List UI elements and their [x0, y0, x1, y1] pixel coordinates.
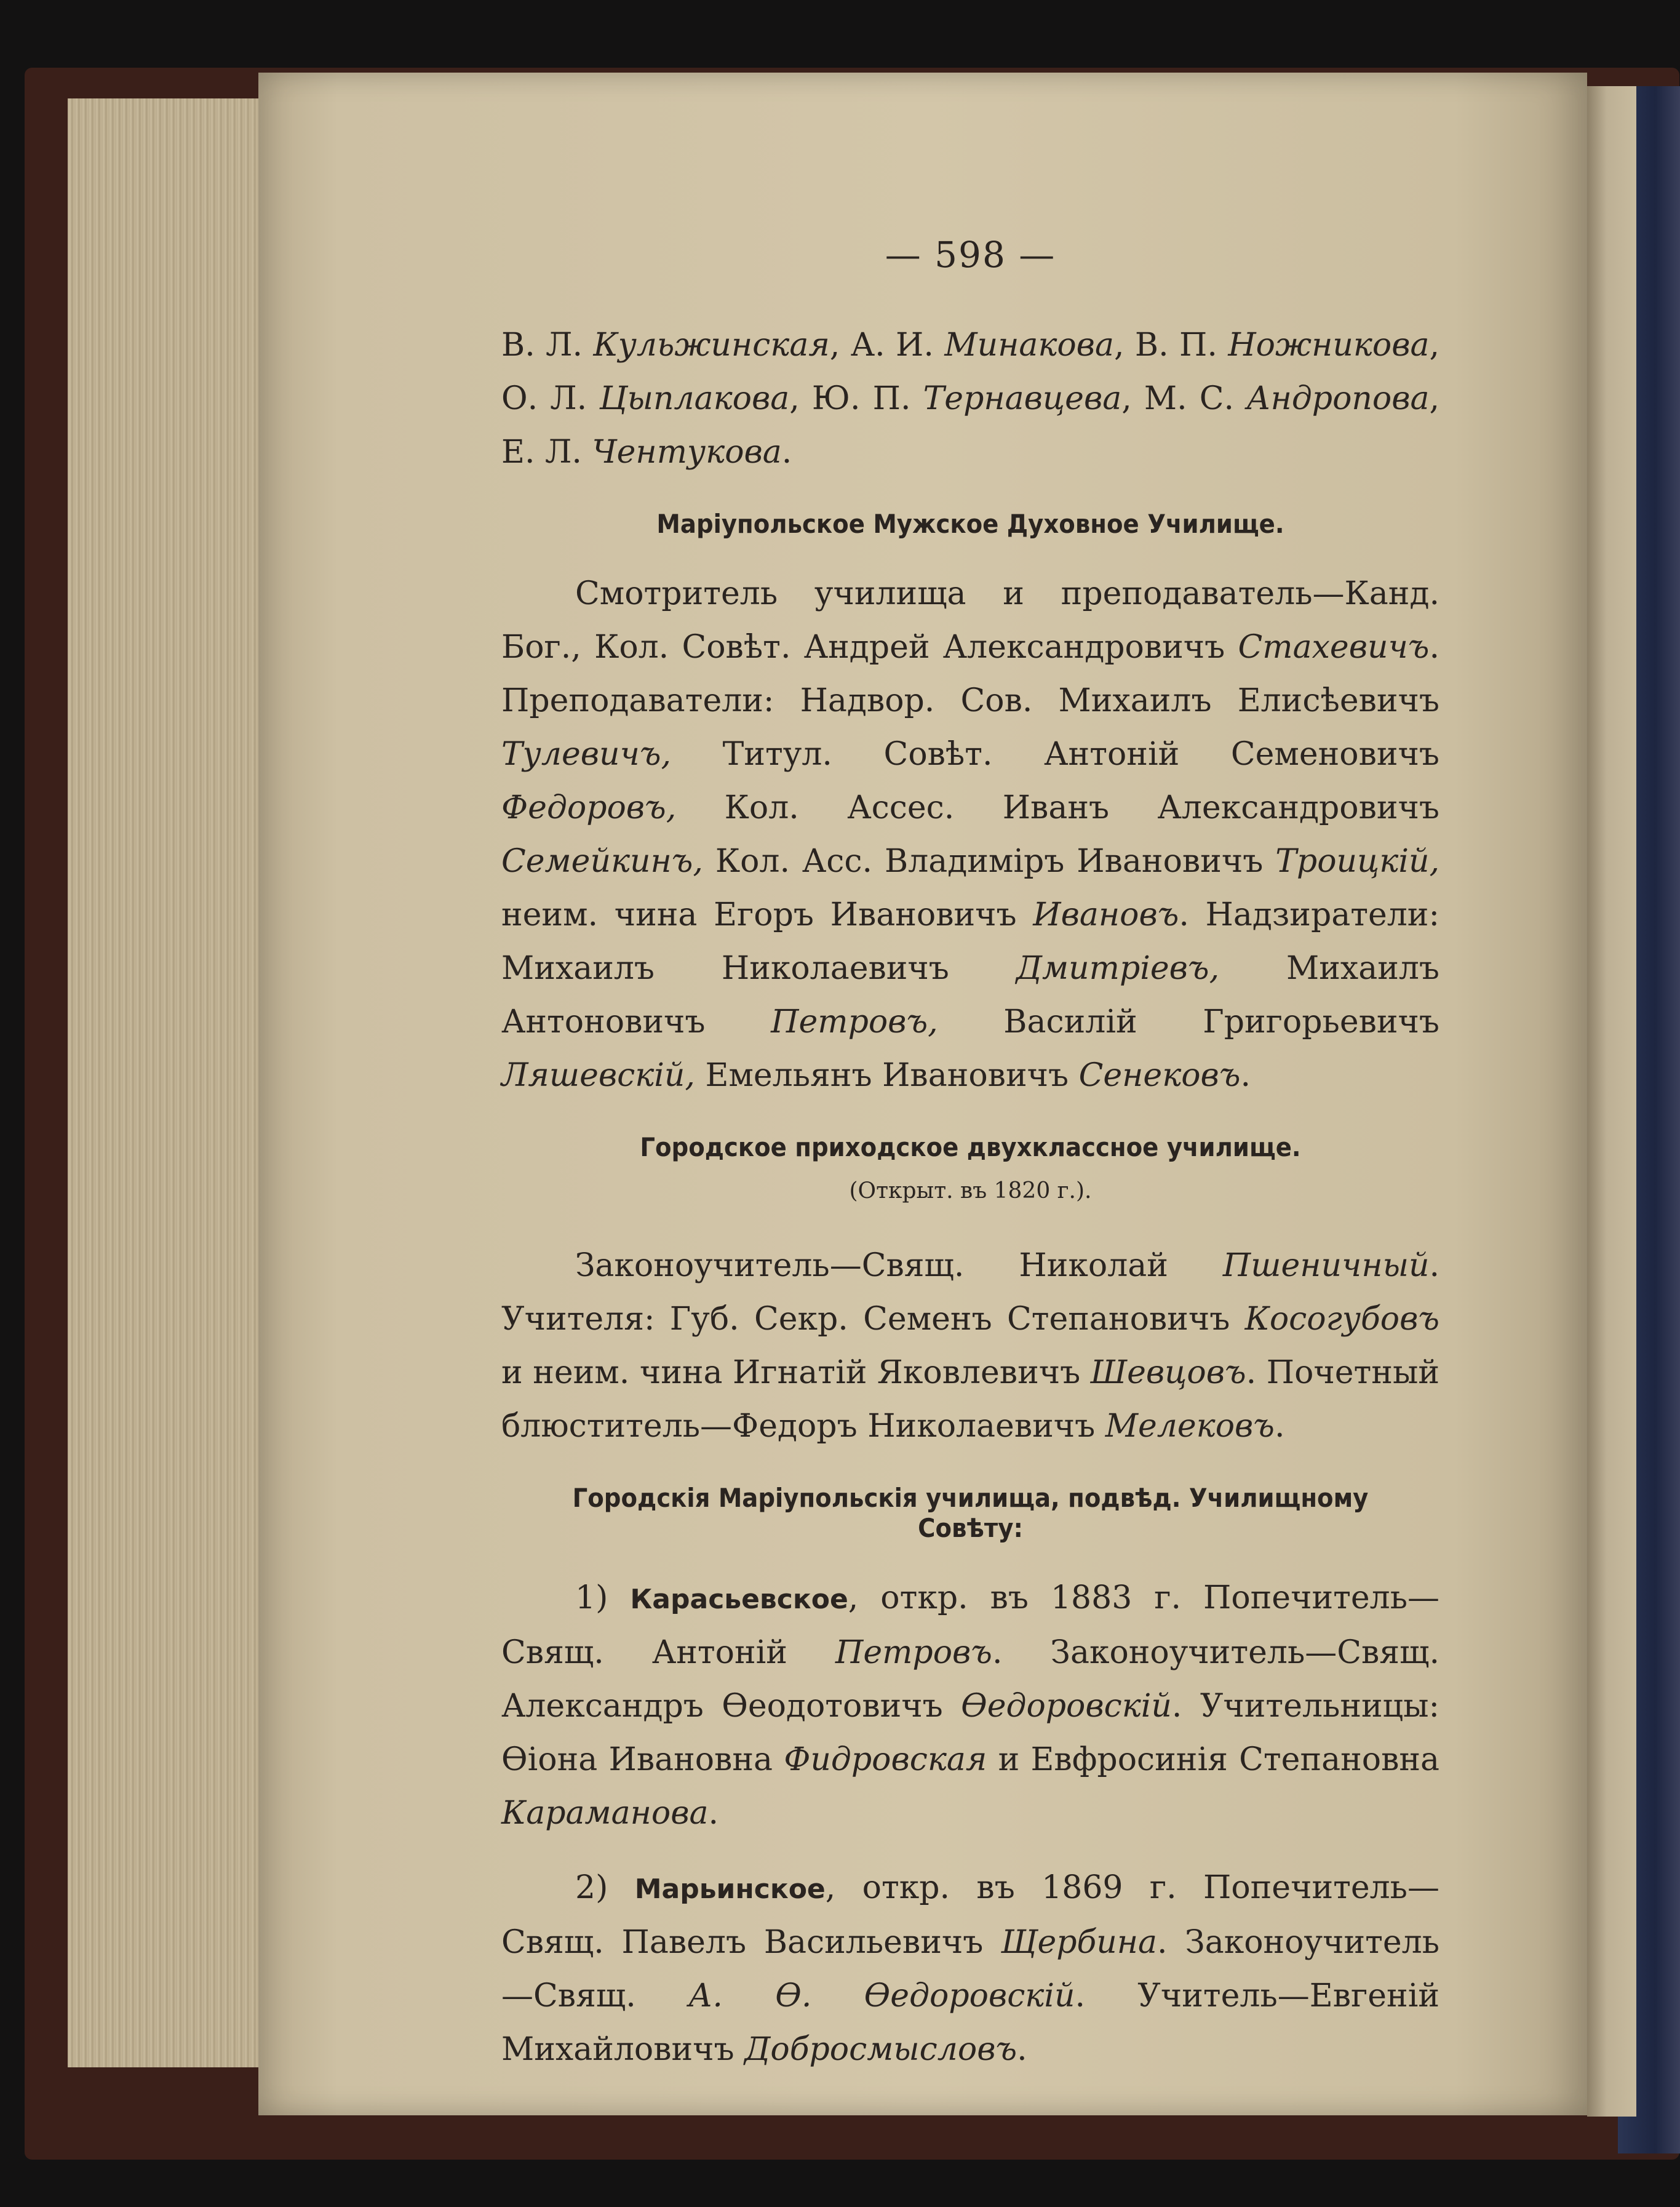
- italic-name: Ножникова: [1228, 327, 1430, 364]
- italic-name: Ляшевскій,: [501, 1057, 695, 1094]
- text-run: Емельянъ Ивановичъ: [695, 1057, 1079, 1094]
- text-run: . Надзиратели: Михаилъ Николаевичъ: [501, 896, 1439, 987]
- text-run: Титул. Совѣт. Антоній Семеновичъ: [671, 736, 1439, 773]
- text-run: , Ю. П.: [789, 380, 923, 417]
- text-run: .: [708, 1795, 719, 1832]
- italic-name: Петровъ,: [771, 1004, 938, 1040]
- text-run: 2): [575, 1869, 635, 1906]
- text-run: и неим. чина Игнатій Яковлевичъ: [501, 1354, 1091, 1391]
- city-school-item-2: [501, 1861, 1439, 2077]
- text-run: Смотритель училища и преподаватель—Канд. Бог., Кол. Совѣт. Андрей Александровичъ: [501, 575, 1439, 666]
- text-run: , Е. Л.: [501, 380, 1439, 471]
- italic-name: Цыплакова: [599, 380, 790, 417]
- italic-name: Минакова: [944, 327, 1114, 364]
- italic-name: Ивановъ: [1033, 896, 1179, 933]
- text-run: , О. Л.: [501, 327, 1439, 417]
- section-heading-parish-school: Городское приходское двухклассное училище.: [640, 1132, 1301, 1162]
- school-name: Карасьевское: [630, 1584, 848, 1615]
- text-run: .: [1240, 1057, 1251, 1094]
- school-name: Марьинское: [634, 1874, 826, 1905]
- italic-name: Стахевичъ: [1238, 629, 1430, 666]
- italic-name: Пшеничный: [1222, 1247, 1430, 1284]
- text-run: неим. чина Егоръ Ивановичъ: [501, 896, 1033, 933]
- italic-name: Добросмысловъ: [744, 2031, 1017, 2068]
- italic-name: Троицкій,: [1275, 843, 1439, 880]
- text-run: .: [781, 434, 792, 471]
- text-run: , А. И.: [829, 327, 945, 364]
- italic-name: Андропова: [1246, 380, 1430, 417]
- italic-name: Щербина: [1001, 1924, 1157, 1961]
- text-run: Василій Григорьевичъ: [938, 1004, 1439, 1040]
- italic-name: Дмитріевъ,: [1016, 950, 1220, 987]
- text-run: Михаилъ Антоновичъ: [501, 950, 1439, 1040]
- text-run: В. Л.: [501, 327, 594, 364]
- city-school-item-1: [501, 1571, 1439, 1840]
- text-run: . Учитель—Евгеній Михайловичъ: [501, 1978, 1439, 2068]
- page-text: [501, 234, 1439, 2077]
- italic-name: Ѳедоровскій: [961, 1688, 1172, 1725]
- text-run: Кол. Асс. Владиміръ Ивановичъ: [703, 843, 1276, 880]
- text-run: , В. П.: [1113, 327, 1228, 364]
- text-run: , откр. въ 1869 г. Попечитель—Свящ. Павелъ Васильевичъ: [501, 1869, 1439, 1961]
- section-heading-city-schools: Городскія Маріупольскія училища, подвѣд. Училищному Совѣту:: [572, 1483, 1369, 1543]
- italic-name: Косогубовъ: [1244, 1301, 1439, 1338]
- italic-name: Тулевичъ,: [501, 736, 672, 773]
- italic-name: Кульжинская: [593, 327, 830, 364]
- text-run: . Законоучитель—Свящ. Александръ Ѳеодотовичъ: [501, 1634, 1439, 1725]
- text-run: , М. С.: [1121, 380, 1247, 417]
- parish-school-paragraph: [501, 1239, 1439, 1453]
- text-run: . Учителя: Губ. Секр. Семенъ Степановичъ: [501, 1247, 1439, 1338]
- italic-name: Караманова: [501, 1795, 709, 1832]
- italic-name: Мелековъ: [1105, 1408, 1275, 1445]
- text-run: . Учительницы: Ѳіона Ивановна: [501, 1688, 1439, 1778]
- facing-page-edge: [1587, 86, 1636, 2117]
- text-run: .: [1274, 1408, 1285, 1445]
- text-run: и Евфросинія Степановна: [987, 1741, 1440, 1778]
- text-run: 1): [575, 1579, 631, 1616]
- italic-name: Тернавцева: [923, 380, 1122, 417]
- text-run: Законоучитель—Свящ. Николай: [575, 1247, 1223, 1284]
- italic-name: Шевцовъ: [1090, 1354, 1246, 1391]
- text-run: , откр. въ 1883 г. Попечитель—Свящ. Антоній: [501, 1579, 1440, 1671]
- intro-paragraph: [501, 319, 1439, 479]
- parish-school-opened: (Открыт. въ 1820 г.).: [849, 1178, 1092, 1203]
- page-number: — 598 —: [885, 234, 1056, 276]
- text-run: . Преподаватели: Надвор. Сов. Михаилъ Елисѣевичъ: [501, 629, 1439, 719]
- italic-name: Федоровъ,: [501, 789, 677, 826]
- italic-name: Петровъ: [835, 1634, 992, 1671]
- text-run: Кол. Ассес. Иванъ Александровичъ: [676, 789, 1439, 826]
- italic-name: Сенековъ: [1078, 1057, 1241, 1094]
- italic-name: Фидровская: [784, 1741, 987, 1778]
- section-heading-spiritual-school: Маріупольское Мужское Духовное Училище.: [656, 509, 1284, 539]
- italic-name: А. Ѳ. Ѳедоровскій: [688, 1978, 1075, 2014]
- italic-name: Чентукова: [592, 434, 782, 471]
- spiritual-school-paragraph: [501, 567, 1439, 1103]
- text-run: .: [1017, 2031, 1027, 2068]
- text-run: . Законоучитель—Свящ.: [501, 1924, 1439, 2014]
- text-run: . Почетный блюститель—Федоръ Николаевичъ: [501, 1354, 1439, 1445]
- page-stack: [68, 98, 271, 2067]
- italic-name: Семейкинъ,: [501, 843, 703, 880]
